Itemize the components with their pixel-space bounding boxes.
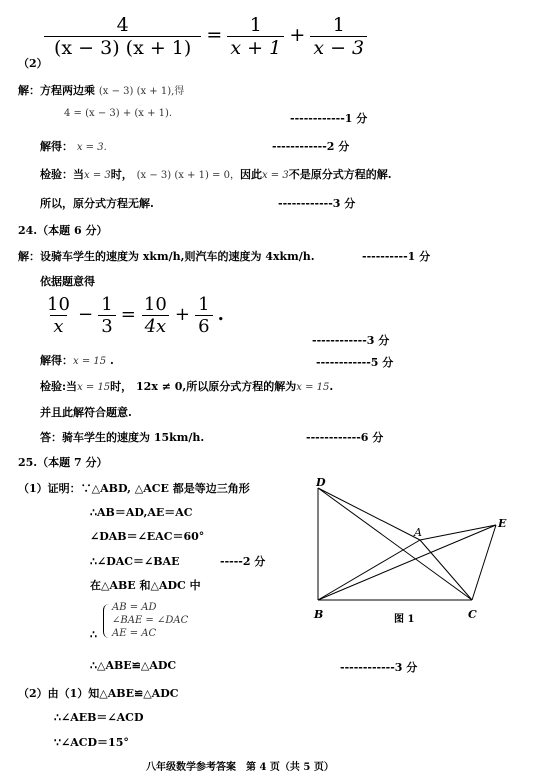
fraction-denominator: x + 1 bbox=[227, 36, 284, 59]
fraction-denominator: 6 bbox=[195, 315, 212, 337]
solution-expression: (x − 3) (x + 1),得 bbox=[98, 86, 185, 97]
label-E: E bbox=[498, 517, 507, 530]
therefore-symbol: ∴ bbox=[90, 628, 97, 641]
q24-setup: 解：设骑车学生的速度为 xkm/h,则汽车的速度为 4xkm/h. bbox=[18, 250, 315, 263]
q24-check bbox=[40, 378, 333, 394]
q25-line-8: ∴∠AEB＝∠ACD bbox=[54, 711, 144, 724]
segment-BA bbox=[318, 540, 420, 600]
fraction-4 bbox=[195, 294, 212, 337]
q25-line-6-score: ------------3 分 bbox=[340, 661, 418, 674]
check-line bbox=[40, 166, 392, 182]
q24-meaning: 并且此解符合题意. bbox=[40, 406, 132, 419]
fraction-denominator: x − 3 bbox=[310, 36, 367, 59]
segment-DA bbox=[318, 488, 420, 540]
q25-title: 25.（本题 7 分） bbox=[18, 456, 108, 469]
step-2-label: 解得： bbox=[40, 140, 73, 153]
solve-label: 解得： bbox=[40, 354, 73, 367]
segment-DC bbox=[318, 488, 472, 600]
check-tail: 不是原分式方程的解. bbox=[288, 168, 392, 181]
geometry-figure bbox=[300, 470, 530, 640]
system-eq-1: AB = AD bbox=[112, 602, 157, 613]
q24-basis: 依据题意得 bbox=[40, 275, 95, 288]
q25-line-7: （2）由（1）知△ABE≌△ADC bbox=[18, 687, 179, 700]
fraction-rhs-2 bbox=[310, 14, 367, 59]
q25-line-1: （1）证明：∵△ABD, △ACE 都是等边三角形 bbox=[18, 482, 250, 495]
equals-sign: = bbox=[120, 304, 136, 325]
system-brace bbox=[103, 604, 110, 638]
step-2-expression: x = 3. bbox=[76, 142, 107, 153]
segment-CE bbox=[472, 525, 496, 600]
q25-line-2: ∴AB＝AD,AE＝AC bbox=[90, 506, 193, 519]
page-footer: 八年级数学参考答案 第 4 页（共 5 页） bbox=[146, 762, 334, 773]
q25-line-4: ∴∠DAC＝∠BAE bbox=[90, 555, 180, 568]
minus-sign: − bbox=[78, 304, 94, 325]
label-A: A bbox=[414, 526, 422, 539]
fraction-numerator: 1 bbox=[332, 14, 345, 36]
q25-line-6: ∴△ABE≌△ADC bbox=[90, 659, 177, 672]
q24-answer: 答：骑车学生的速度为 15km/h. bbox=[40, 431, 205, 444]
period: . bbox=[217, 304, 224, 325]
check-label: 检验：当 bbox=[40, 168, 84, 181]
check-mid: 时， bbox=[110, 380, 133, 393]
q24-solve-score: ------------5 分 bbox=[316, 356, 394, 369]
fraction-lhs bbox=[44, 14, 201, 59]
fraction-1 bbox=[44, 294, 73, 337]
fraction-denominator: x bbox=[50, 315, 66, 337]
fraction-numerator: 1 bbox=[198, 294, 210, 315]
q24-solve bbox=[40, 352, 114, 368]
score-3: ------------3 分 bbox=[278, 197, 356, 210]
segment-BE bbox=[318, 525, 496, 600]
check-nonzero: 12x ≠ 0 bbox=[136, 380, 183, 393]
fraction-2 bbox=[98, 294, 115, 337]
q24-title: 24.（本题 6 分） bbox=[18, 224, 108, 237]
solve-period: . bbox=[109, 354, 114, 367]
check-x: x = 3 bbox=[84, 170, 111, 181]
segment-AE bbox=[420, 525, 496, 540]
equals-sign: = bbox=[206, 24, 223, 46]
q24-setup-score: ----------1 分 bbox=[362, 250, 431, 263]
label-D: D bbox=[316, 476, 326, 489]
equation-2 bbox=[44, 14, 367, 59]
figure-caption: 图 1 bbox=[394, 614, 415, 625]
q25-line-4-score: -----2 分 bbox=[220, 555, 266, 568]
plus-sign: + bbox=[174, 304, 191, 325]
solution-intro bbox=[18, 82, 184, 98]
step-1: 4 = (x − 3) + (x + 1). bbox=[64, 108, 173, 119]
q25-line-5: 在△ABE 和△ADC 中 bbox=[90, 579, 201, 592]
label-C: C bbox=[468, 608, 477, 621]
system-eq-2: ∠BAE = ∠DAC bbox=[112, 615, 189, 626]
fraction-rhs-1 bbox=[227, 14, 284, 59]
fraction-numerator: 10 bbox=[143, 294, 167, 315]
check-x2: x = 3 bbox=[261, 170, 289, 181]
solution-prefix: 解：方程两边乘 bbox=[18, 84, 95, 97]
q25-line-9: ∵∠ACD＝15° bbox=[54, 736, 129, 749]
fraction-numerator: 4 bbox=[116, 14, 129, 36]
step-2 bbox=[40, 138, 107, 154]
solve-expression: x = 15 bbox=[73, 356, 107, 367]
q24-answer-score: ------------6 分 bbox=[306, 431, 384, 444]
fraction-numerator: 1 bbox=[101, 294, 113, 315]
check-tail: ,所以原分式方程的解为 bbox=[182, 380, 297, 393]
segment-AC bbox=[420, 540, 472, 600]
fraction-3 bbox=[141, 294, 170, 337]
check-label: 检验:当 bbox=[40, 380, 78, 393]
check-therefore: 因此 bbox=[239, 168, 262, 181]
part-label-2: （2） bbox=[18, 57, 48, 70]
check-end: . bbox=[329, 380, 334, 393]
label-B: B bbox=[314, 608, 324, 621]
q24-eq-score: ------------3 分 bbox=[312, 334, 390, 347]
check-x: x = 15 bbox=[77, 382, 111, 393]
check-time: 时， bbox=[110, 168, 133, 181]
fraction-numerator: 10 bbox=[47, 294, 70, 315]
score-1: ------------1 分 bbox=[290, 112, 368, 125]
fraction-denominator: 3 bbox=[98, 315, 115, 337]
q25-line-3: ∠DAB＝∠EAC＝60° bbox=[90, 530, 205, 543]
score-2: ------------2 分 bbox=[272, 140, 350, 153]
fraction-numerator: 1 bbox=[249, 14, 262, 36]
system-eq-3: AE = AC bbox=[112, 628, 157, 639]
fraction-denominator: (x − 3) (x + 1) bbox=[44, 36, 201, 59]
check-x2: x = 15 bbox=[296, 382, 330, 393]
q24-equation bbox=[44, 294, 224, 337]
check-expression: (x − 3) (x + 1) = 0， bbox=[136, 170, 240, 181]
plus-sign: + bbox=[289, 24, 306, 46]
conclusion: 所以，原分式方程无解. bbox=[40, 197, 154, 210]
fraction-denominator: 4x bbox=[142, 315, 170, 337]
